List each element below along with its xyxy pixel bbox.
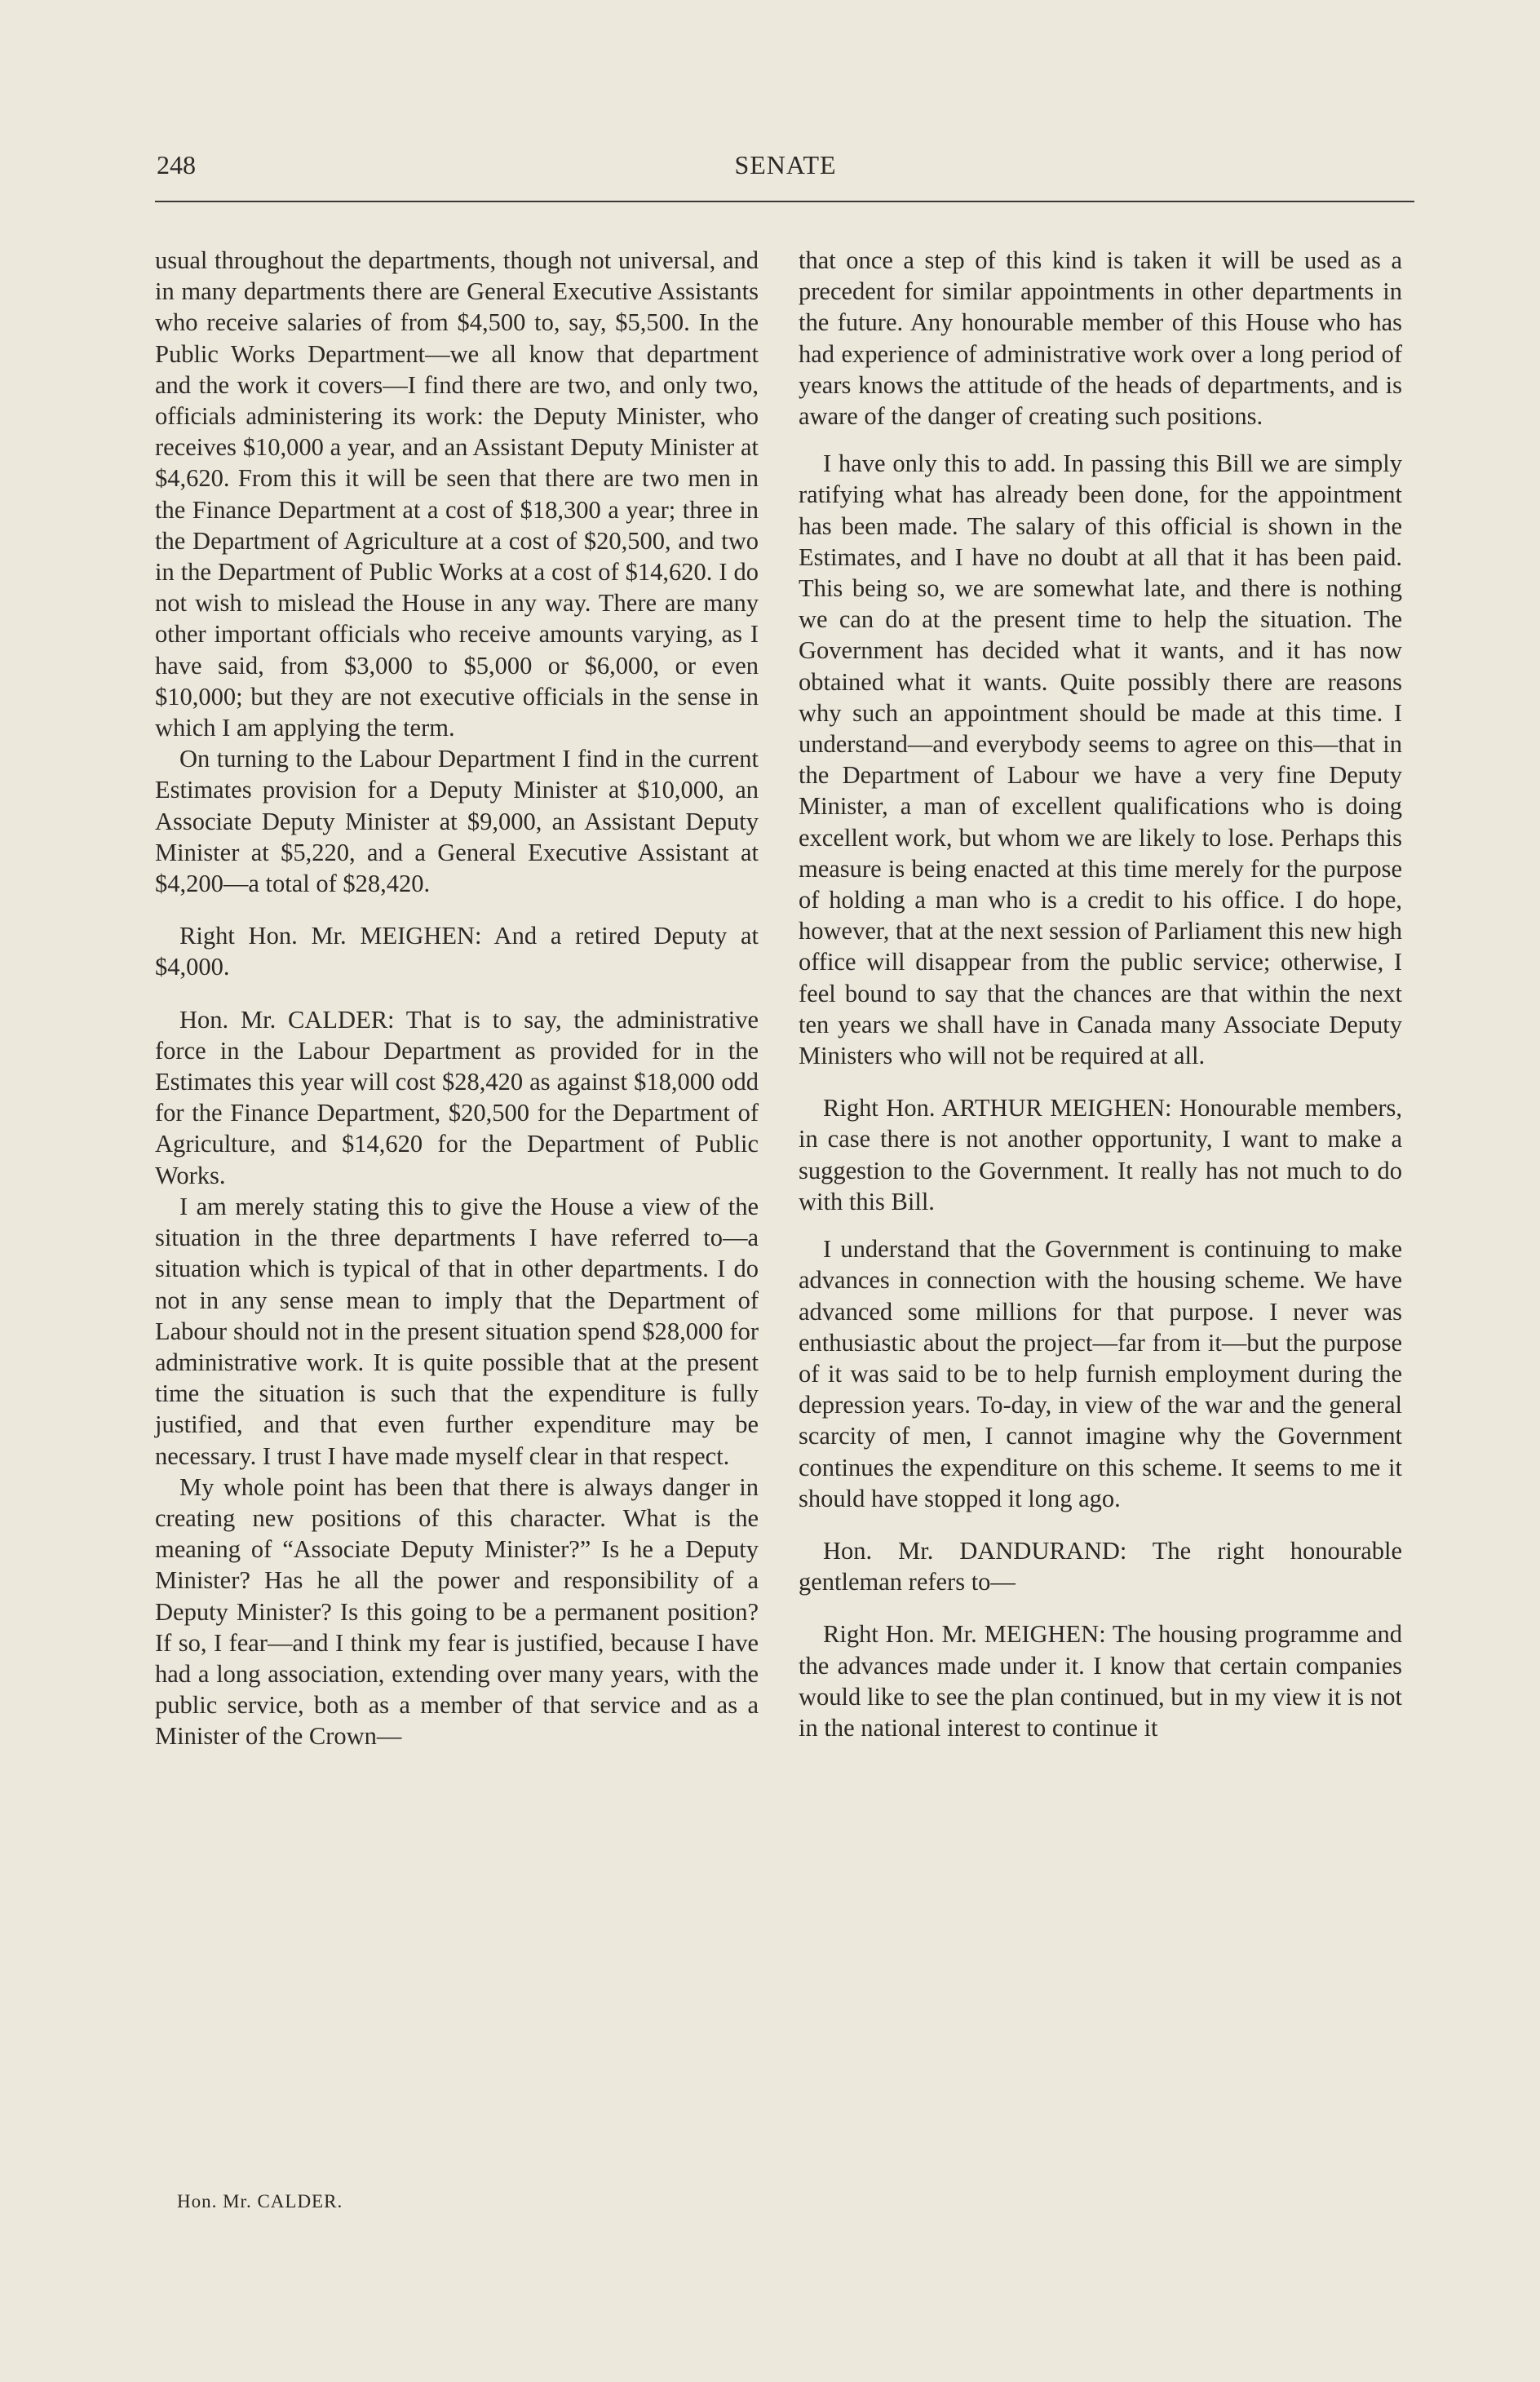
paragraph: I have only this to add. In passing this Bill we are simply ratifying what has already been done, for the appointment has been made. The salary of this official is shown in the Estimates, and I have no doubt at all that it has been paid. This being so, we are somewhat late, and there is nothing we can do at the present time to help the situation. The Government has decided what it wants, and it has now obtained what it wants. Quite possibly there are reasons why such an appointment should be made at this time. I understand—and everybody seems to agree on this—that in the Department of Labour we have a very fine Deputy Minister, a man of excellent qualifications who is doing excellent work, but whom we are likely to lose. Perhaps this measure is being enacted at this time merely for the purpose of holding a man who is a credit to his office. I do hope, however, that at the next session of Parliament this new high office will disappear from the public service; otherwise, I feel bound to say that the chances are that within the next ten years we shall have in Canada many Associate Deputy Ministers who will not be required at all. [799, 449, 1402, 1070]
paragraph: On turning to the Labour Department I find in the current Estimates provision for a Deputy Minister at $10,000, an Associate Deputy Minister at $9,000, an Assistant Deputy Minister at $5,220, and a General Executive Assistant at $4,200—a total of $28,420. [155, 745, 759, 898]
speaker-footer: Hon. Mr. CALDER. [177, 2191, 343, 2212]
paragraph: I understand that the Government is continuing to make advances in connection with the housing scheme. We have advanced some millions for that purpose. I never was enthusiastic about the project—far from it—but the purpose of it was said to be to help furnish employment during the depression years. To-day, in view of the war and the general scarcity of men, I cannot imagine why the Government continues the expenditure on this scheme. It seems to me it should have stopped it long ago. [799, 1235, 1402, 1512]
left-column [155, 245, 759, 1752]
header-rule [155, 201, 1414, 202]
page-number: 248 [157, 150, 196, 179]
paragraph: Hon. Mr. DANDURAND: The right honourable gentleman refers to— [799, 1536, 1402, 1596]
running-title: SENATE [734, 150, 837, 179]
paragraph: usual throughout the departments, though not universal, and in many departments there are General Executive Assistants who receive salaries of from $4,500 to, say, $5,500. In the Public Works Department—we all know that department and the work it covers—I find there are two, and only two, officials administering its work: the Deputy Minister, who receives $10,000 a year, and an Assistant Deputy Minister at $4,620. From this it will be seen that there are two men in the Finance Department at a cost of $18,300 a year; three in the Department of Agriculture at a cost of $20,500, and two in the Department of Public Works at a cost of $14,620. I do not wish to mislead the House in any way. There are many other important officials who receive amounts varying, as I have said, from $3,000 to $5,000 or $6,000, or even $10,000; but they are not executive officials in the sense in which I am applying the term. [155, 246, 759, 742]
paragraph: Right Hon. Mr. MEIGHEN: The housing programme and the advances made under it. I know that certain companies would like to see the plan continued, but in my view it is not in the national interest to continue it [799, 1620, 1402, 1742]
paragraph: Hon. Mr. CALDER: That is to say, the administrative force in the Labour Department as provided for in the Estimates this year will cost $28,420 as against $18,000 odd for the Finance Department, $20,500 for the Department of Agriculture, and $14,620 for the Department of Public Works. [155, 1005, 759, 1189]
paragraph: My whole point has been that there is always danger in creating new positions of this character. What is the meaning of “Associate Deputy Minister?” Is he a Deputy Minister? Has he all the power and responsibility of a Deputy Minister? Is this going to be a permanent position? If so, I fear—and I think my fear is justified, because I have had a long association, extending over many years, with the public service, both as a member of that service and as a Minister of the Crown— [155, 1472, 759, 1751]
paragraph: that once a step of this kind is taken it will be used as a precedent for similar appointments in other departments in the future. Any honourable member of this House who has had experience of administrative work over a long period of years knows the attitude of the heads of departments, and is aware of the danger of creating such positions. [799, 246, 1402, 431]
paragraph: Right Hon. ARTHUR MEIGHEN: Honourable members, in case there is not another opportunity, I want to make a suggestion to the Government. It really has not much to do with this Bill. [799, 1094, 1402, 1215]
paragraph: Right Hon. Mr. MEIGHEN: And a retired Deputy at $4,000. [155, 922, 759, 981]
page-header [157, 150, 1414, 199]
paragraph: I am merely stating this to give the House a view of the situation in the three departments I have referred to—a situation which is typical of that in other departments. I do not in any sense mean to imply that the Department of Labour should not in the present situation spend $28,000 for administrative work. It is quite possible that at the present time the situation is such that the expenditure is fully justified, and that even further expenditure may be necessary. I trust I have made myself clear in that respect. [155, 1192, 759, 1470]
right-column [799, 245, 1402, 1743]
